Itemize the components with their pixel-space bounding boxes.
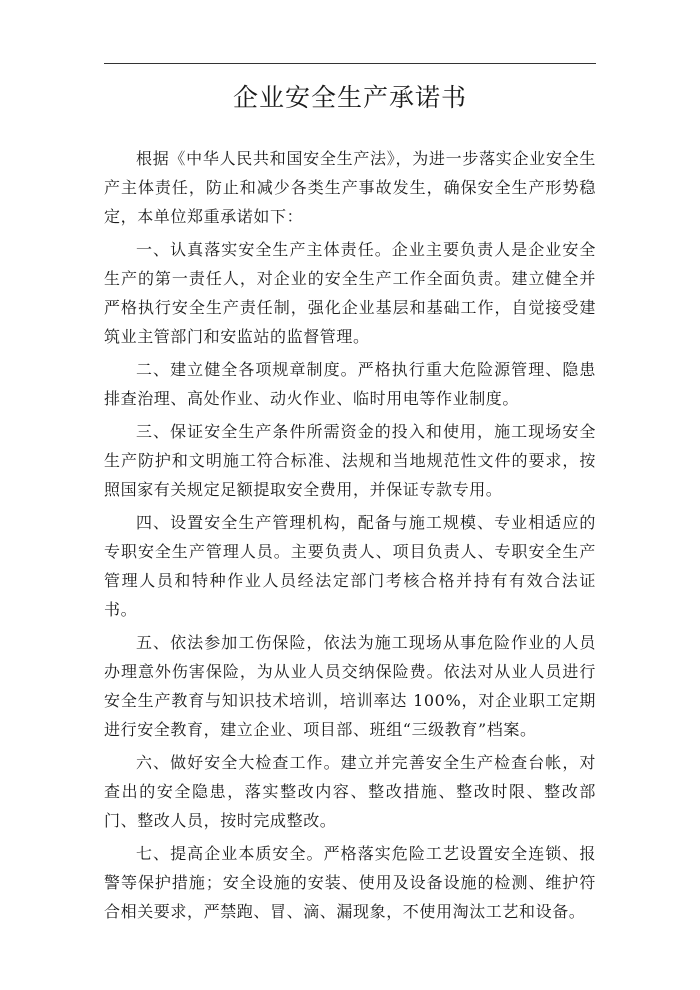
paragraph-item-4: 四、设置安全生产管理机构，配备与施工规模、专业相适应的专职安全生产管理人员。主要负责人、项目负责人、专职安全生产管理人员和特种作业人员经法定部门考核合格并持有有效合法证书。	[104, 513, 596, 619]
paragraph-item-6: 六、做好安全大检查工作。建立并完善安全生产检查台帐，对查出的安全隐患，落实整改内容、整改措施、整改时限、整改部门、整改人员，按时完成整改。	[104, 753, 596, 830]
paragraph-item-1: 一、认真落实安全生产主体责任。企业主要负责人是企业安全生产的第一责任人，对企业的安全生产工作全面负责。建立健全并严格执行安全生产责任制，强化企业基层和基础工作，自觉接受建筑业主管部门和安监站的监督管理。	[104, 240, 596, 346]
document-body	[104, 144, 596, 930]
paragraph-intro: 根据《中华人民共和国安全生产法》，为进一步落实企业安全生产主体责任，防止和减少各类生产事故发生，确保安全生产形势稳定，本单位郑重承诺如下：	[104, 149, 596, 226]
paragraph-item-5: 五、依法参加工伤保险，依法为施工现场从事危险作业的人员办理意外伤害保险，为从业人员交纳保险费。依法对从业人员进行安全生产教育与知识技术培训，培训率达 100%，对企业职工定期进行安全教育，建立企业、项目部、班组“三级教育”档案。	[104, 633, 596, 739]
header-rule	[104, 63, 596, 64]
paragraph-item-3: 三、保证安全生产条件所需资金的投入和使用，施工现场安全生产防护和文明施工符合标准、法规和当地规范性文件的要求，按照国家有关规定足额提取安全费用，并保证专款专用。	[104, 422, 596, 499]
paragraph-item-7: 七、提高企业本质安全。严格落实危险工艺设置安全连锁、报警等保护措施；安全设施的安装、使用及设备设施的检测、维护符合相关要求，严禁跑、冒、滴、漏现象，不使用淘汰工艺和设备。	[104, 844, 596, 921]
document-title: 企业安全生产承诺书	[232, 83, 467, 112]
paragraph-item-2: 二、建立健全各项规章制度。严格执行重大危险源管理、隐患排查治理、高处作业、动火作业、临时用电等作业制度。	[104, 360, 596, 408]
